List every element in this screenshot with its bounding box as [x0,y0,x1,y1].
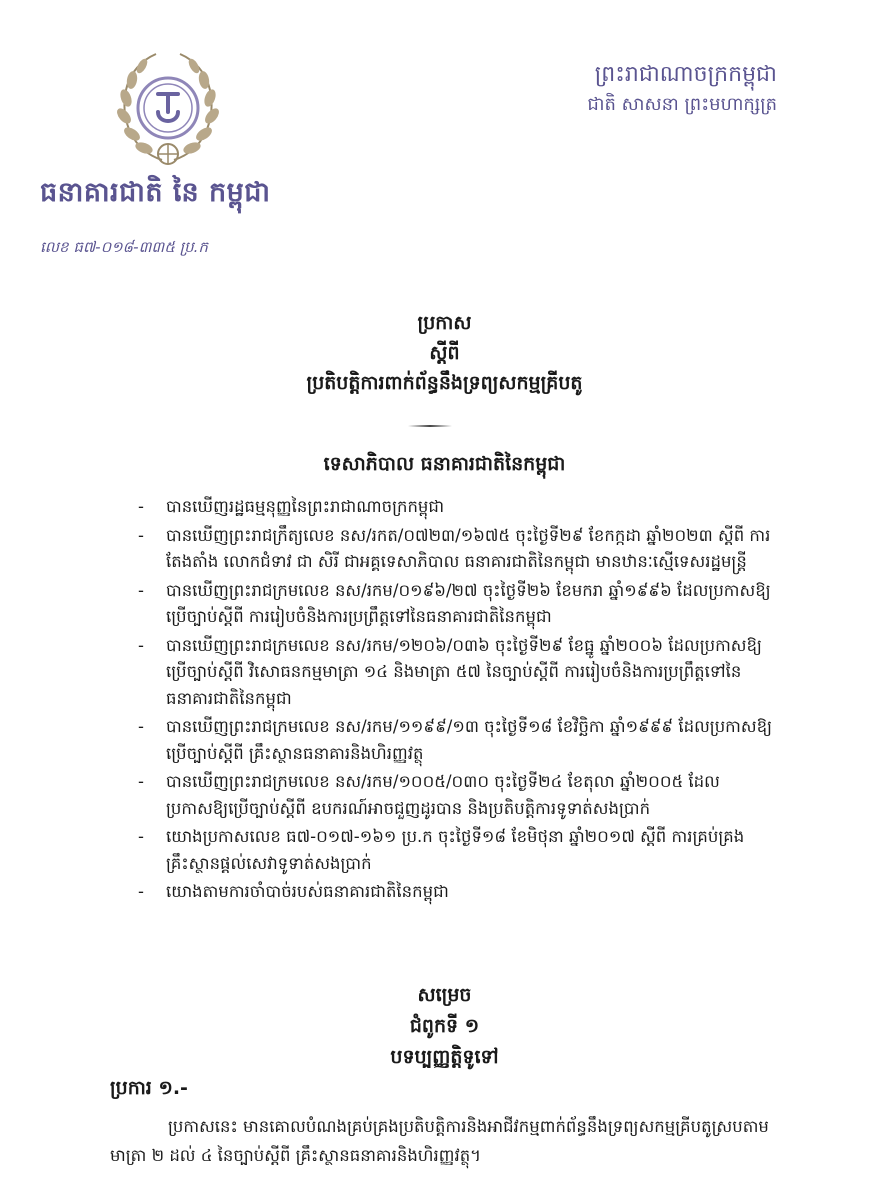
list-item [128,714,778,767]
preamble-text: យោងប្រកាសលេខ ធ៧-០១៧-១៦១ ប្រ.ក ចុះថ្ងៃទី១៨ ខែមិថុនា ឆ្នាំ២០១៧ ស្តីពី ការគ្រប់គ្រងគ្រឹះស្ថានផ្តល់សេវាទូទាត់សងប្រាក់ [166,827,745,873]
preamble-text: យោងតាមការចាំបាច់របស់ធនាគារជាតិនៃកម្ពុជា [166,882,449,901]
preamble-text: បានឃើញព្រះរាជក្រឹត្យលេខ នស/រកត/០៧២៣/១៦៧៥ ចុះថ្ងៃទី២៩ ខែកក្កដា ឆ្នាំ២០២៣ ស្តីពី ការតែងតាំង លោកជំទាវ ជា សិរី ជាអគ្គទេសាភិបាល ធនាគារជាតិនៃកម្ពុជា មានឋានៈស្មើទេសរដ្ឋមន្ត្រី [166,525,771,571]
list-item [128,633,778,713]
list-item [128,769,778,822]
preamble-text: បានឃើញព្រះរាជក្រមលេខ នស/រកម/១២០៦/០៣៦ ចុះថ្ងៃទី២៩ ខែធ្នូ ឆ្នាំ២០០៦ ដែលប្រកាសឱ្យប្រើច្បាប់ស្តីពី វិសោធនកម្មមាត្រា ១៤ និងមាត្រា ៥៧ នៃច្បាប់ស្តីពី ការរៀបចំនិងការប្រព្រឹត្តទៅនៃធនាគារជាតិនៃកម្ពុជា [166,635,762,708]
list-item [128,578,778,631]
bank-name: ធនាគារជាតិ នៃ កម្ពុជា [40,177,271,208]
dash-bullet: - [138,497,144,516]
title-separator [408,425,452,427]
preamble-text: បានឃើញព្រះរាជក្រមលេខ នស/រកម/១១៩៩/១៣ ចុះថ្ងៃទី១៨ ខែវិច្ឆិកា ឆ្នាំ១៩៩៩ ដែលប្រកាសឱ្យប្រើច្បាប់ស្តីពី គ្រឹះស្ថានធនាគារនិងហិរញ្ញវត្ថុ [166,717,772,763]
title-about: ស្តីពី [429,342,460,364]
list-item [128,494,778,521]
dash-bullet: - [138,827,144,846]
dash-bullet: - [138,772,144,791]
preamble-list [128,494,778,908]
dash-bullet: - [138,882,144,901]
article-body: ប្រកាសនេះ មានគោលបំណងគ្រប់គ្រងប្រតិបត្តិការនិងអាជីវកម្មពាក់ព័ន្ធនឹងទ្រព្យសកម្មគ្រីបតូស្របតាមមាត្រា ២ ដល់ ៤ នៃច្បាប់ស្តីពី គ្រឹះស្ថានធនាគារនិងហិរញ្ញវត្ថុ។ [110,1117,769,1165]
list-item [128,879,778,906]
decision-heading: សម្រេច [417,984,472,1006]
nbc-seal-emblem [112,50,224,168]
preamble-text: បានឃើញរដ្ឋធម្មនុញ្ញនៃព្រះរាជាណាចក្រកម្ពុជា [166,497,445,516]
reference-number: លេខ ធ៧-០១៨-៣៣៥ ប្រ.ក [40,238,208,256]
preamble-text: បានឃើញព្រះរាជក្រមលេខ នស/រកម/០១៩៦/២៧ ចុះថ្ងៃទី២៦ ខែមករា ឆ្នាំ១៩៩៦ ដែលប្រកាសឱ្យប្រើច្បាប់ស្តីពី ការរៀបចំនិងការប្រព្រឹត្តទៅនៃធនាគារជាតិនៃកម្ពុជា [166,580,771,626]
issuer-heading: ទេសាភិបាល ធនាគារជាតិនៃកម្ពុជា [323,453,566,475]
list-item [128,523,778,576]
chapter-title: បទប្បញ្ញត្តិទូទៅ [390,1046,499,1068]
dash-bullet: - [138,525,144,545]
dash-bullet: - [138,717,144,736]
document-title-block [0,308,889,398]
dash-bullet: - [138,580,144,600]
decision-block [0,980,889,1073]
list-item [128,824,778,877]
document-type: ប្រកាស [417,312,472,334]
article-heading: ប្រការ ១.- [110,1077,188,1099]
preamble-text: បានឃើញព្រះរាជក្រមលេខ នស/រកម/១០០៥/០៣០ ចុះថ្ងៃទី២៤ ខែតុលា ឆ្នាំ២០០៥ ដែលប្រកាសឱ្យប្រើច្បាប់ស្តីពី ឧបករណ៍អាចជួញដូរបាន និងប្រតិបត្តិការទូទាត់សងប្រាក់ [166,772,720,818]
document-subject: ប្រតិបត្តិការពាក់ព័ន្ធនឹងទ្រព្យសកម្មគ្រីបតូ [306,372,583,394]
kingdom-heading: ព្រះរាជាណាចក្រកម្ពុជា [594,62,777,87]
chapter-number: ជំពូកទី ១ [409,1015,480,1037]
national-motto: ជាតិ សាសនា ព្រះមហាក្សត្រ [587,94,777,115]
dash-bullet: - [138,635,144,655]
